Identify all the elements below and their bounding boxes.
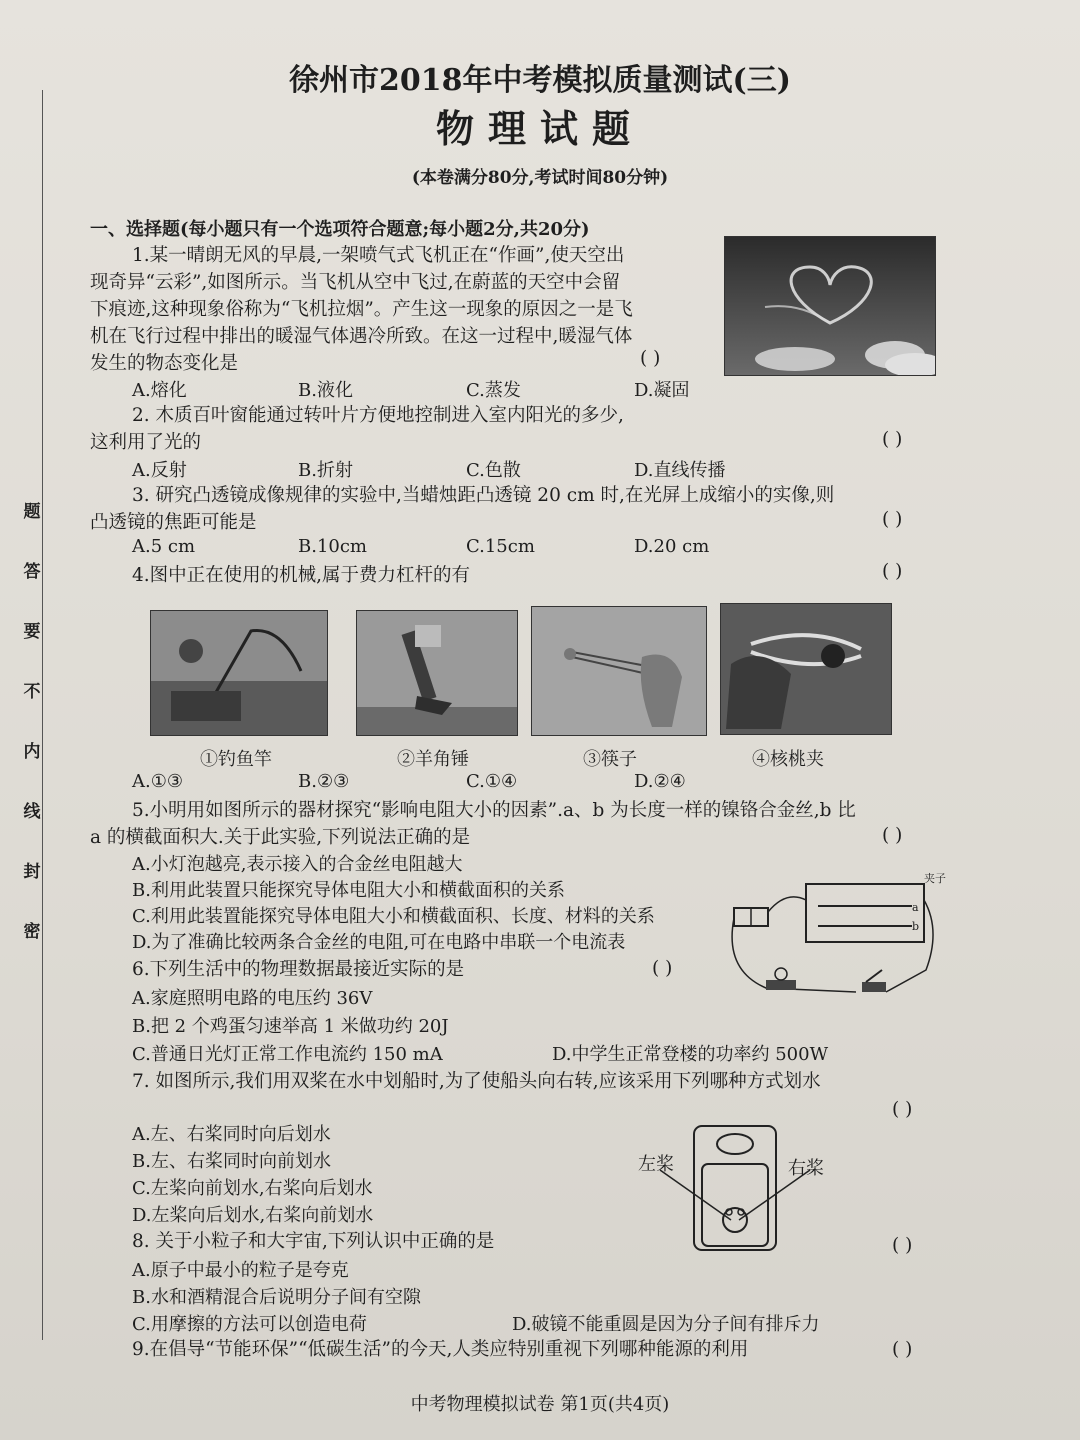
claw-hammer-photo: [356, 610, 518, 736]
seal-char: 要: [23, 622, 41, 642]
option: C.利用此装置能探究导体电阻大小和横截面积、长度、材料的关系: [132, 906, 655, 927]
q2-line: 2. 木质百叶窗能通过转叶片方便地控制进入室内阳光的多少,: [132, 405, 624, 426]
score-info: (本卷满分80分,考试时间80分钟): [411, 168, 669, 188]
option: D.破镜不能重圆是因为分子间有排斥力: [512, 1314, 820, 1335]
seal-char: 答: [23, 562, 41, 582]
left-oar-label: 左桨: [638, 1154, 674, 1175]
page-footer: 中考物理模拟试卷 第1页(共4页): [410, 1394, 670, 1415]
option: B.水和酒精混合后说明分子间有空隙: [132, 1287, 421, 1308]
option: B.折射: [298, 460, 353, 481]
figure-caption: ①钓鱼竿: [200, 749, 272, 770]
answer-bracket: ( ): [892, 1235, 913, 1256]
option: B.把 2 个鸡蛋匀速举高 1 米做功约 20J: [132, 1016, 449, 1037]
q2-line: 这利用了光的: [90, 432, 202, 453]
option: D.左桨向后划水,右桨向前划水: [132, 1205, 374, 1226]
answer-bracket: ( ): [882, 509, 903, 530]
q1-line: 下痕迹,这种现象俗称为“飞机拉烟”。产生这一现象的原因之一是飞: [90, 299, 633, 320]
option: A.反射: [132, 460, 187, 481]
q3-line: 3. 研究凸透镜成像规律的实验中,当蜡烛距凸透镜 20 cm 时,在光屏上成缩小的实像,则: [132, 485, 835, 506]
seal-char: 线: [23, 802, 41, 822]
seal-char: 密: [23, 922, 41, 942]
chopsticks-photo: [531, 606, 707, 736]
option: A.原子中最小的粒子是夸克: [132, 1260, 349, 1281]
q3-line: 凸透镜的焦距可能是: [90, 512, 257, 533]
skywriting-heart-photo: [724, 236, 936, 376]
answer-bracket: ( ): [882, 561, 903, 582]
q9-stem: 9.在倡导“节能环保”“低碳生活”的今天,人类应特别重视下列哪种能源的利用: [132, 1339, 749, 1360]
q8-stem: 8. 关于小粒子和大宇宙,下列认识中正确的是: [132, 1231, 495, 1252]
option: C.蒸发: [466, 380, 521, 401]
option: A.①③: [132, 771, 183, 792]
option: B.②③: [298, 771, 350, 792]
q1-line: 机在飞行过程中排出的暖湿气体遇冷所致。在这一过程中,暖湿气体: [90, 326, 633, 347]
answer-bracket: ( ): [892, 1099, 913, 1120]
option: C.用摩擦的方法可以创造电荷: [132, 1314, 367, 1335]
option: B.左、右桨同时向前划水: [132, 1151, 331, 1172]
option: D.直线传播: [634, 460, 726, 481]
answer-bracket: ( ): [652, 958, 673, 979]
clip-label: 夹子: [924, 872, 946, 885]
subject-title: 物理试题: [435, 106, 644, 151]
q4-stem: 4.图中正在使用的机械,属于费力杠杆的有: [132, 565, 471, 586]
answer-bracket: ( ): [882, 429, 903, 450]
q1-line: 发生的物态变化是: [90, 353, 239, 374]
seal-char: 封: [23, 862, 41, 882]
figure-caption: ③筷子: [583, 749, 637, 770]
option: D.②④: [634, 771, 686, 792]
answer-bracket: ( ): [892, 1339, 913, 1360]
q1-line: 现奇异“云彩”,如图所示。当飞机从空中飞过,在蔚蓝的天空中会留: [90, 272, 621, 293]
option: A.小灯泡越亮,表示接入的合金丝电阻越大: [132, 854, 463, 875]
option: A.5 cm: [132, 536, 196, 557]
right-oar-label: 右桨: [788, 1158, 824, 1179]
option: C.①④: [466, 771, 518, 792]
option: A.熔化: [132, 380, 187, 401]
exam-title: 徐州市2018年中考模拟质量测试(三): [289, 63, 791, 98]
option: C.15cm: [466, 536, 535, 557]
q1-line: 1.某一晴朗无风的早晨,一架喷气式飞机正在“作画”,使天空出: [132, 245, 625, 266]
q7-stem: 7. 如图所示,我们用双桨在水中划船时,为了使船头向右转,应该采用下列哪种方式划水: [132, 1071, 821, 1092]
option: A.左、右桨同时向后划水: [132, 1124, 331, 1145]
option: C.普通日光灯正常工作电流约 150 mA: [132, 1044, 443, 1065]
option: D.为了准确比较两条合金丝的电阻,可在电路中串联一个电流表: [132, 932, 626, 953]
option: C.左桨向前划水,右桨向后划水: [132, 1178, 373, 1199]
figure-caption: ④核桃夹: [752, 749, 824, 770]
seal-line: [42, 90, 43, 1340]
fishing-rod-photo: [150, 610, 328, 736]
answer-bracket: ( ): [640, 348, 661, 369]
option: B.液化: [298, 380, 353, 401]
option: A.家庭照明电路的电压约 36V: [132, 988, 373, 1009]
answer-bracket: ( ): [882, 825, 903, 846]
seal-char: 不: [23, 682, 41, 702]
figure-caption: ②羊角锤: [397, 749, 469, 770]
option: B.10cm: [298, 536, 368, 557]
section-heading: 一、选择题(每小题只有一个选项符合题意;每小题2分,共20分): [90, 219, 590, 240]
option: D.20 cm: [634, 536, 710, 557]
wire-b-label: b: [912, 920, 920, 933]
q5-line: a 的横截面积大.关于此实验,下列说法正确的是: [90, 827, 471, 848]
q6-stem: 6.下列生活中的物理数据最接近实际的是: [132, 959, 465, 980]
nutcracker-photo: [720, 603, 892, 735]
wire-a-label: a: [912, 901, 919, 914]
option: D.中学生正常登楼的功率约 500W: [552, 1044, 829, 1065]
option: D.凝固: [634, 380, 690, 401]
seal-char: 题: [23, 502, 41, 522]
q5-line: 5.小明用如图所示的器材探究“影响电阻大小的因素”.a、b 为长度一样的镍铬合金丝,b 比: [132, 800, 856, 821]
seal-char: 内: [23, 742, 41, 762]
option: C.色散: [466, 460, 521, 481]
circuit-figure: [726, 870, 946, 1005]
option: B.利用此装置只能探究导体电阻大小和横截面积的关系: [132, 880, 565, 901]
